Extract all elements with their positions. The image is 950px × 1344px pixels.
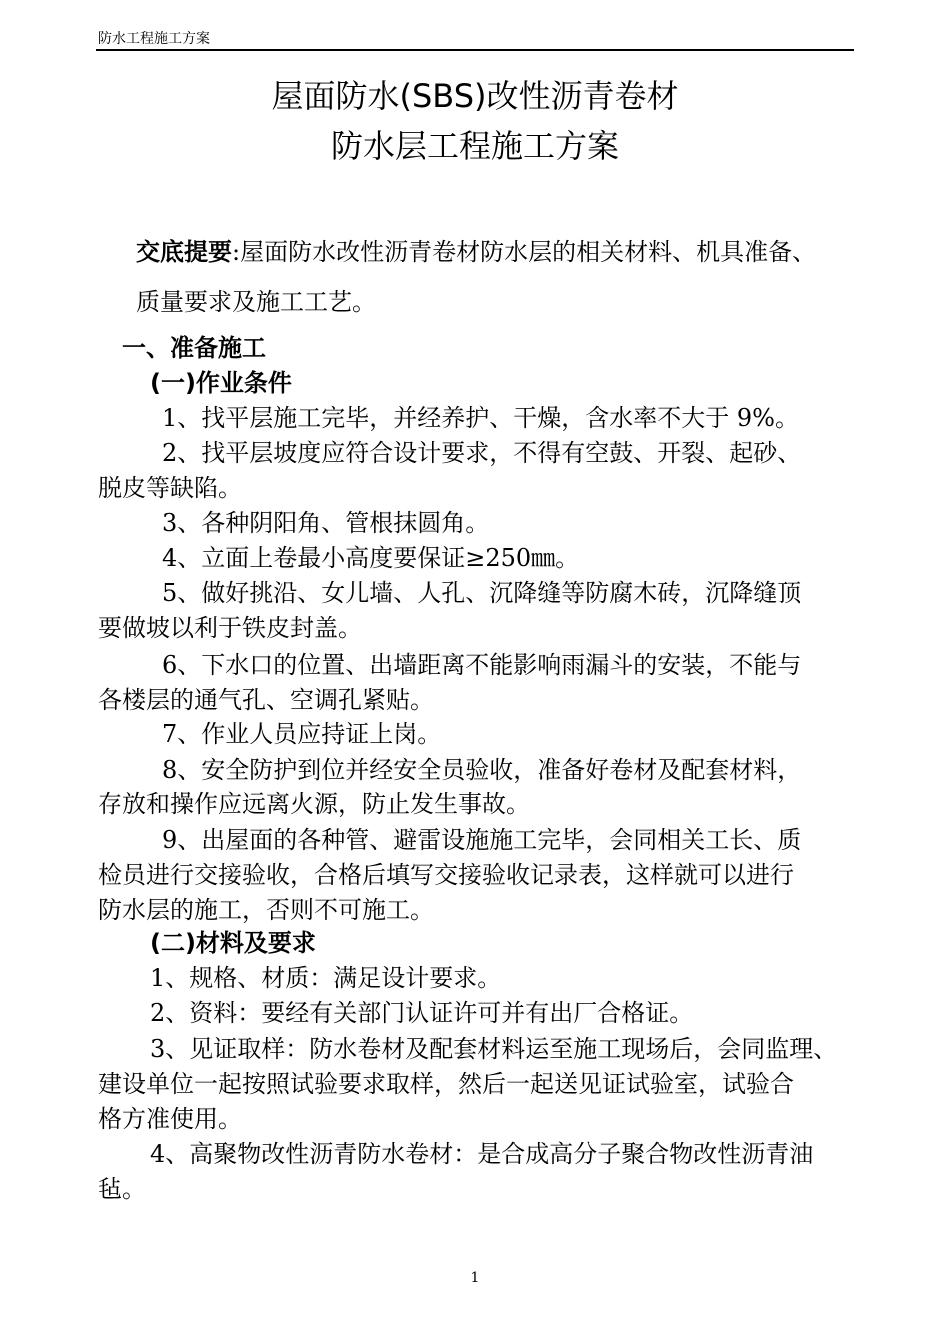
condition-line: 9、出屋面的各种管、避雷设施施工完毕，会同相关工长、质: [162, 826, 802, 854]
material-line: 格方准使用。: [98, 1105, 242, 1133]
summary-text-line-1: :屋面防水改性沥青卷材防水层的相关材料、机具准备、: [232, 238, 817, 266]
condition-line: 4、立面上卷最小高度要保证≥250㎜。: [162, 544, 580, 572]
condition-line: 3、各种阴阳角、管根抹圆角。: [162, 509, 490, 537]
condition-line: 7、作业人员应持证上岗。: [162, 720, 442, 748]
section-heading-prepare: 一、准备施工: [122, 334, 266, 362]
condition-line: 1、找平层施工完毕，并经养护、干燥，含水率不大于 9%。: [162, 404, 799, 432]
condition-line: 6、下水口的位置、出墙距离不能影响雨漏斗的安装，不能与: [162, 651, 802, 679]
condition-line: 防水层的施工，否则不可施工。: [98, 896, 434, 924]
material-line: 4、高聚物改性沥青防水卷材：是合成高分子聚合物改性沥青油: [150, 1140, 814, 1168]
material-line: 建设单位一起按照试验要求取样，然后一起送见证试验室，试验合: [98, 1070, 794, 1098]
summary-label: 交底提要: [136, 238, 232, 266]
material-line: 3、见证取样：防水卷材及配套材料运至施工现场后，会同监理、: [150, 1035, 838, 1063]
condition-line: 5、做好挑沿、女儿墙、人孔、沉降缝等防腐木砖，沉降缝顶: [162, 579, 802, 607]
subsection-heading-conditions: (一)作业条件: [150, 369, 292, 397]
condition-line: 检员进行交接验收，合格后填写交接验收记录表，这样就可以进行: [98, 861, 794, 889]
header-text: 防水工程施工方案: [98, 31, 210, 47]
condition-line: 存放和操作应远离火源，防止发生事故。: [98, 790, 530, 818]
condition-line: 要做坡以利于铁皮封盖。: [98, 614, 362, 642]
header-rule: [96, 49, 854, 51]
material-line: 2、资料：要经有关部门认证许可并有出厂合格证。: [150, 999, 694, 1027]
page-number: 1: [470, 1270, 480, 1286]
material-line: 1、规格、材质：满足设计要求。: [150, 964, 502, 992]
condition-line: 各楼层的通气孔、空调孔紧贴。: [98, 686, 434, 714]
material-line: 毡。: [98, 1175, 146, 1203]
condition-line: 8、安全防护到位并经安全员验收，准备好卷材及配套材料，: [162, 756, 802, 784]
title-line-2: 防水层工程施工方案: [330, 127, 619, 165]
summary-paragraph: [136, 237, 816, 267]
condition-line: 脱皮等缺陷。: [98, 474, 242, 502]
condition-line: 2、找平层坡度应符合设计要求，不得有空鼓、开裂、起砂、: [162, 439, 802, 467]
subsection-heading-materials: (二)材料及要求: [150, 929, 316, 957]
title-line-1: 屋面防水(SBS)改性沥青卷材: [271, 77, 679, 115]
summary-text-line-2: 质量要求及施工工艺。: [136, 288, 376, 316]
